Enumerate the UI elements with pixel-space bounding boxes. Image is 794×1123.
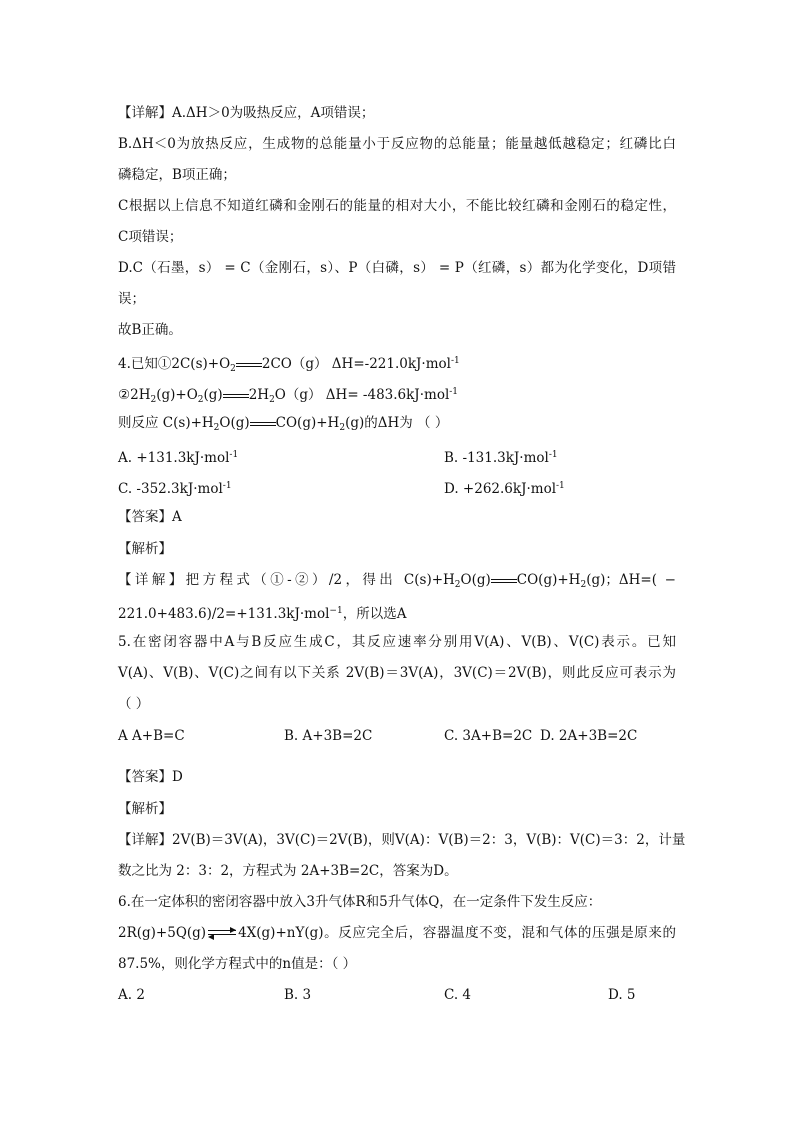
q6-option-a: A. 2: [118, 987, 145, 1003]
superscript: -1: [450, 356, 460, 366]
question-6-line3: 87.5%，则化学方程式中的n值是：（ ）: [118, 956, 357, 972]
subscript: 2: [150, 395, 157, 405]
q5-option-a: A A+B=C: [118, 728, 185, 744]
text-line: C项错误；: [118, 229, 183, 245]
text-line: D.C（石墨，s） = C（金刚石，s）、P（白磷，s） = P（红磷，s）都为化学变化，D项错: [118, 260, 676, 276]
q4-ask-mid: O(g): [219, 415, 250, 431]
question-4-stem: [118, 352, 460, 378]
q4-option-a: A. +131.3kJ·mol$^{-1}$: [118, 450, 239, 466]
detail-4-line2: 221.0+483.6)/2=+131.3kJ·mol$^{-1}$，所以选A: [118, 606, 407, 622]
q6-option-c: C. 4: [444, 987, 472, 1003]
detail-5-line1: 【详解】2V(B)＝3V(A)，3V(C)＝2V(B)，则V(A)：V(B)＝2：3，V(B)：V(C)＝3：2，计量: [118, 832, 686, 848]
reversible-arrow-icon: [208, 929, 236, 937]
q4-ask-mid2: CO(g)+H: [275, 415, 340, 431]
q4-ask-head: 则反应 C(s)+H: [118, 415, 214, 431]
text-line: B.ΔH＜0为放热反应，生成物的总能量小于反应物的总能量；能量越低越稳定；红磷比白: [118, 136, 676, 152]
question-5-line1: 5.在密闭容器中A与B反应生成C，其反应速率分别用V(A)、V(B)、V(C)表示。已知: [118, 634, 676, 650]
q4-eq2-tail: 2H: [248, 387, 270, 403]
subscript: 2: [339, 423, 346, 433]
q4-ask-tail: (g)的ΔH为 （ ）: [345, 415, 449, 431]
answer-label: 【答案】D: [118, 769, 183, 785]
q5-option-b: B. A+3B=2C: [284, 728, 373, 744]
subscript: 2: [197, 395, 204, 405]
subscript: 2: [213, 423, 220, 433]
question-6-line1: 6.在一定体积的密闭容器中放入3升气体R和5升气体Q，在一定条件下发生反应：: [118, 894, 602, 910]
subscript: 2: [269, 395, 275, 405]
text-line: 磷稳定，B项正确；: [118, 167, 236, 183]
q6-option-b: B. 3: [284, 987, 312, 1003]
q4-option-d: D. +262.6kJ·mol$^{-1}$: [444, 481, 565, 497]
detail-4-line1: 【详解】把方程式（①-②）/2，得出 $C(s)+H_2O(g)$ $CO(g)+H_2(g)$；ΔH=( −: [118, 572, 676, 590]
q4-option-c: C. -352.3kJ·mol$^{-1}$: [118, 481, 232, 497]
question-4-eq2: $②2H_2(g)+O_2(g)$ $2H_2O(g)$ ΔH= -483.6kJ·mol$^{-1}$: [118, 387, 459, 405]
question-5-line2: V(A)、V(B)、V(C)之间有以下关系 2V(B)＝3V(A)，3V(C)＝2V(B)，则此反应可表示为: [118, 665, 676, 681]
analysis-label: 【解析】: [118, 801, 172, 817]
q4-stem-text: 4.已知①2C(s)+O: [118, 356, 231, 372]
q6-option-d: D. 5: [608, 987, 636, 1003]
subscript: 2: [230, 364, 236, 374]
q5-option-c: C. 3A+B=2C: [444, 728, 533, 744]
equals-arrow-icon: [250, 420, 276, 426]
superscript: -1: [449, 387, 459, 397]
text-line: 故B正确。: [118, 322, 182, 338]
text-line: 【详解】A.ΔH＞0为吸热反应，A项错误；: [118, 105, 375, 121]
q4-option-b: B. -131.3kJ·mol$^{-1}$: [444, 450, 558, 466]
q5-option-d: D. 2A+3B=2C: [540, 728, 638, 744]
question-5-line3: （ ）: [118, 696, 150, 712]
q4-eq1-text: 2CO（g） ΔH=-221.0kJ·mol: [261, 356, 451, 372]
analysis-label: 【解析】: [118, 541, 172, 557]
answer-label: 【答案】A: [118, 509, 182, 525]
text-line: 误；: [118, 291, 145, 307]
question-6-line2: 2R(g)+5Q(g) 4X(g)+nY(g)。反应完全后，容器温度不变，混和气体的压强是原来的: [118, 925, 676, 941]
equals-arrow-icon: [491, 577, 517, 583]
equals-arrow-icon: [223, 392, 249, 398]
text-line: C根据以上信息不知道红磷和金刚石的能量的相对大小，不能比较红磷和金刚石的稳定性，: [118, 198, 676, 214]
q4-eq2-head: ②2H: [118, 387, 151, 403]
equals-arrow-icon: [236, 361, 262, 367]
q4-eq2-h: O（g） ΔH= -483.6kJ·mol: [274, 387, 450, 403]
question-4-ask: [118, 414, 448, 437]
detail-5-line2: 数之比为 2：3：2，方程式为 2A+3B=2C，答案为D。: [118, 863, 458, 879]
